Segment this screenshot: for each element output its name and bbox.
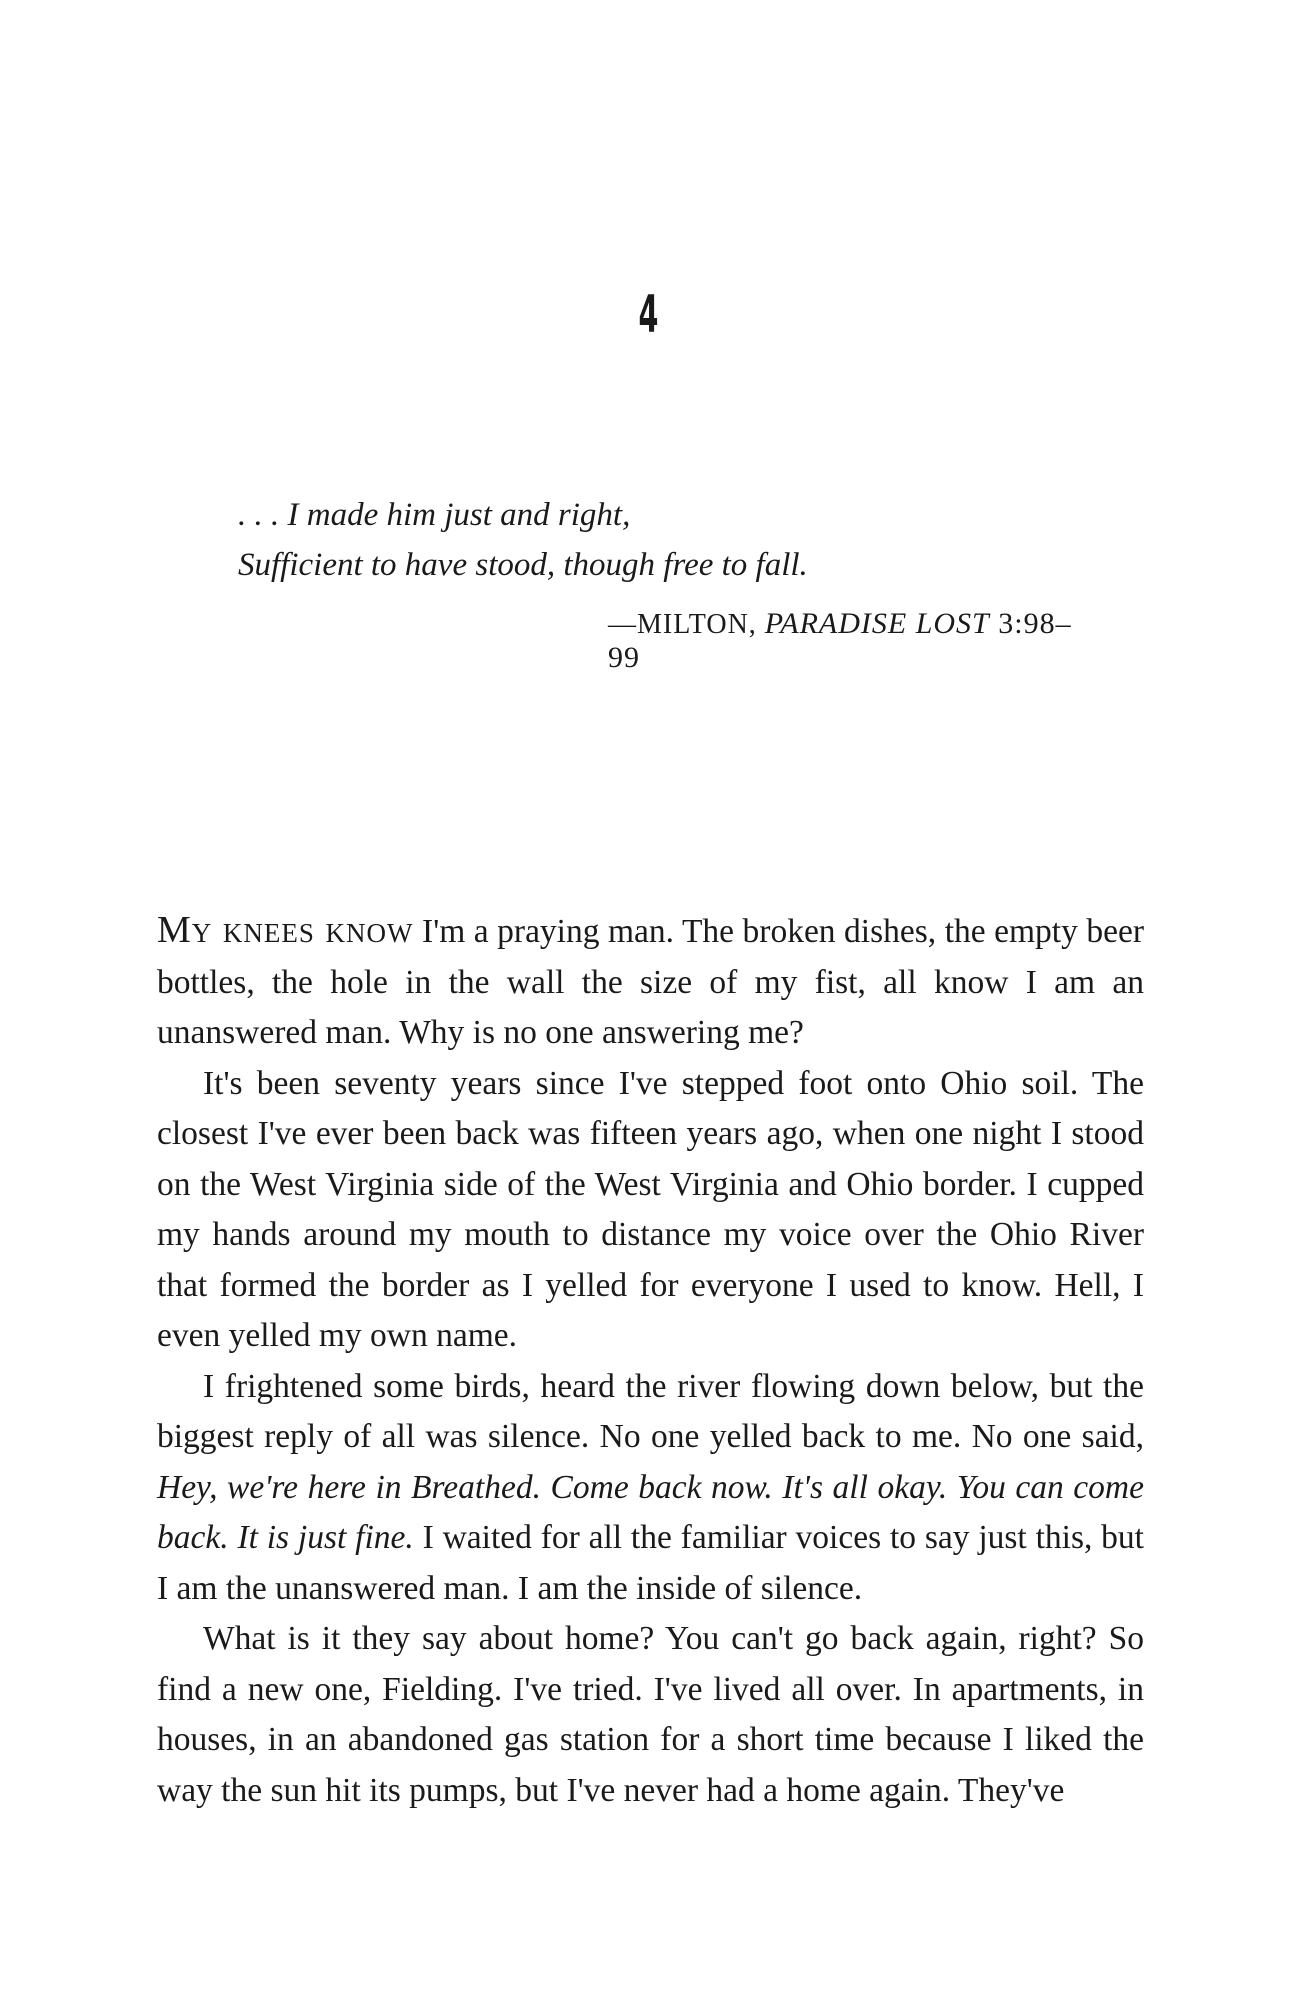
epigraph-attribution — [608, 607, 1088, 675]
lead-in: My knees know — [157, 909, 414, 951]
attribution-work-title: PARADISE LOST — [764, 607, 990, 640]
body-text — [157, 905, 1144, 1816]
paragraph-1-text: I'm a praying man. The broken dishes, the empty beer bottles, the hole in the wall the size of my fist, all know I am an unanswered man. Why is no one answering me? — [157, 913, 1145, 1051]
epigraph-line-1: . . . I made him just and right, — [238, 497, 631, 533]
paragraph-3-italic: Hey, we're here in Breathed. Come back now. It's all okay. You can come back. It is just fine. — [157, 1468, 1144, 1556]
attribution-author: —MILTON, — [608, 609, 765, 640]
paragraph-3-text-a: I frightened some birds, heard the river flowing down below, but the biggest reply of all was silence. No one yelled back to me. No one said, — [157, 1367, 1144, 1455]
paragraph-4: What is it they say about home? You can't go back again, right? So find a new one, Fielding. I've tried. I've lived all over. In apartments, in houses, in an abandoned gas station for a short time because I liked the way the sun hit its pumps, but I've never had a home again. They've — [157, 1620, 1144, 1809]
epigraph — [238, 490, 1088, 590]
attribution-reference: 3:98–99 — [608, 607, 1072, 674]
paragraph-3-text-b: I waited for all the familiar voices to say just this, but I am the unanswered man. I am the inside of silence. — [157, 1519, 1144, 1607]
epigraph-line-2: Sufficient to have stood, though free to fall. — [238, 547, 808, 583]
paragraph-1 — [157, 905, 1144, 1059]
chapter-number: 4 — [638, 285, 659, 345]
paragraph-2: It's been seventy years since I've stepped foot onto Ohio soil. The closest I've ever been back was fifteen years ago, when one night I stood on the West Virginia side of the West Virginia and Ohio border. I cupped my hands around my mouth to distance my voice over the Ohio River that formed the border as I yelled for everyone I used to know. Hell, I even yelled my own name. — [157, 1064, 1144, 1354]
paragraph-3 — [157, 1362, 1144, 1615]
